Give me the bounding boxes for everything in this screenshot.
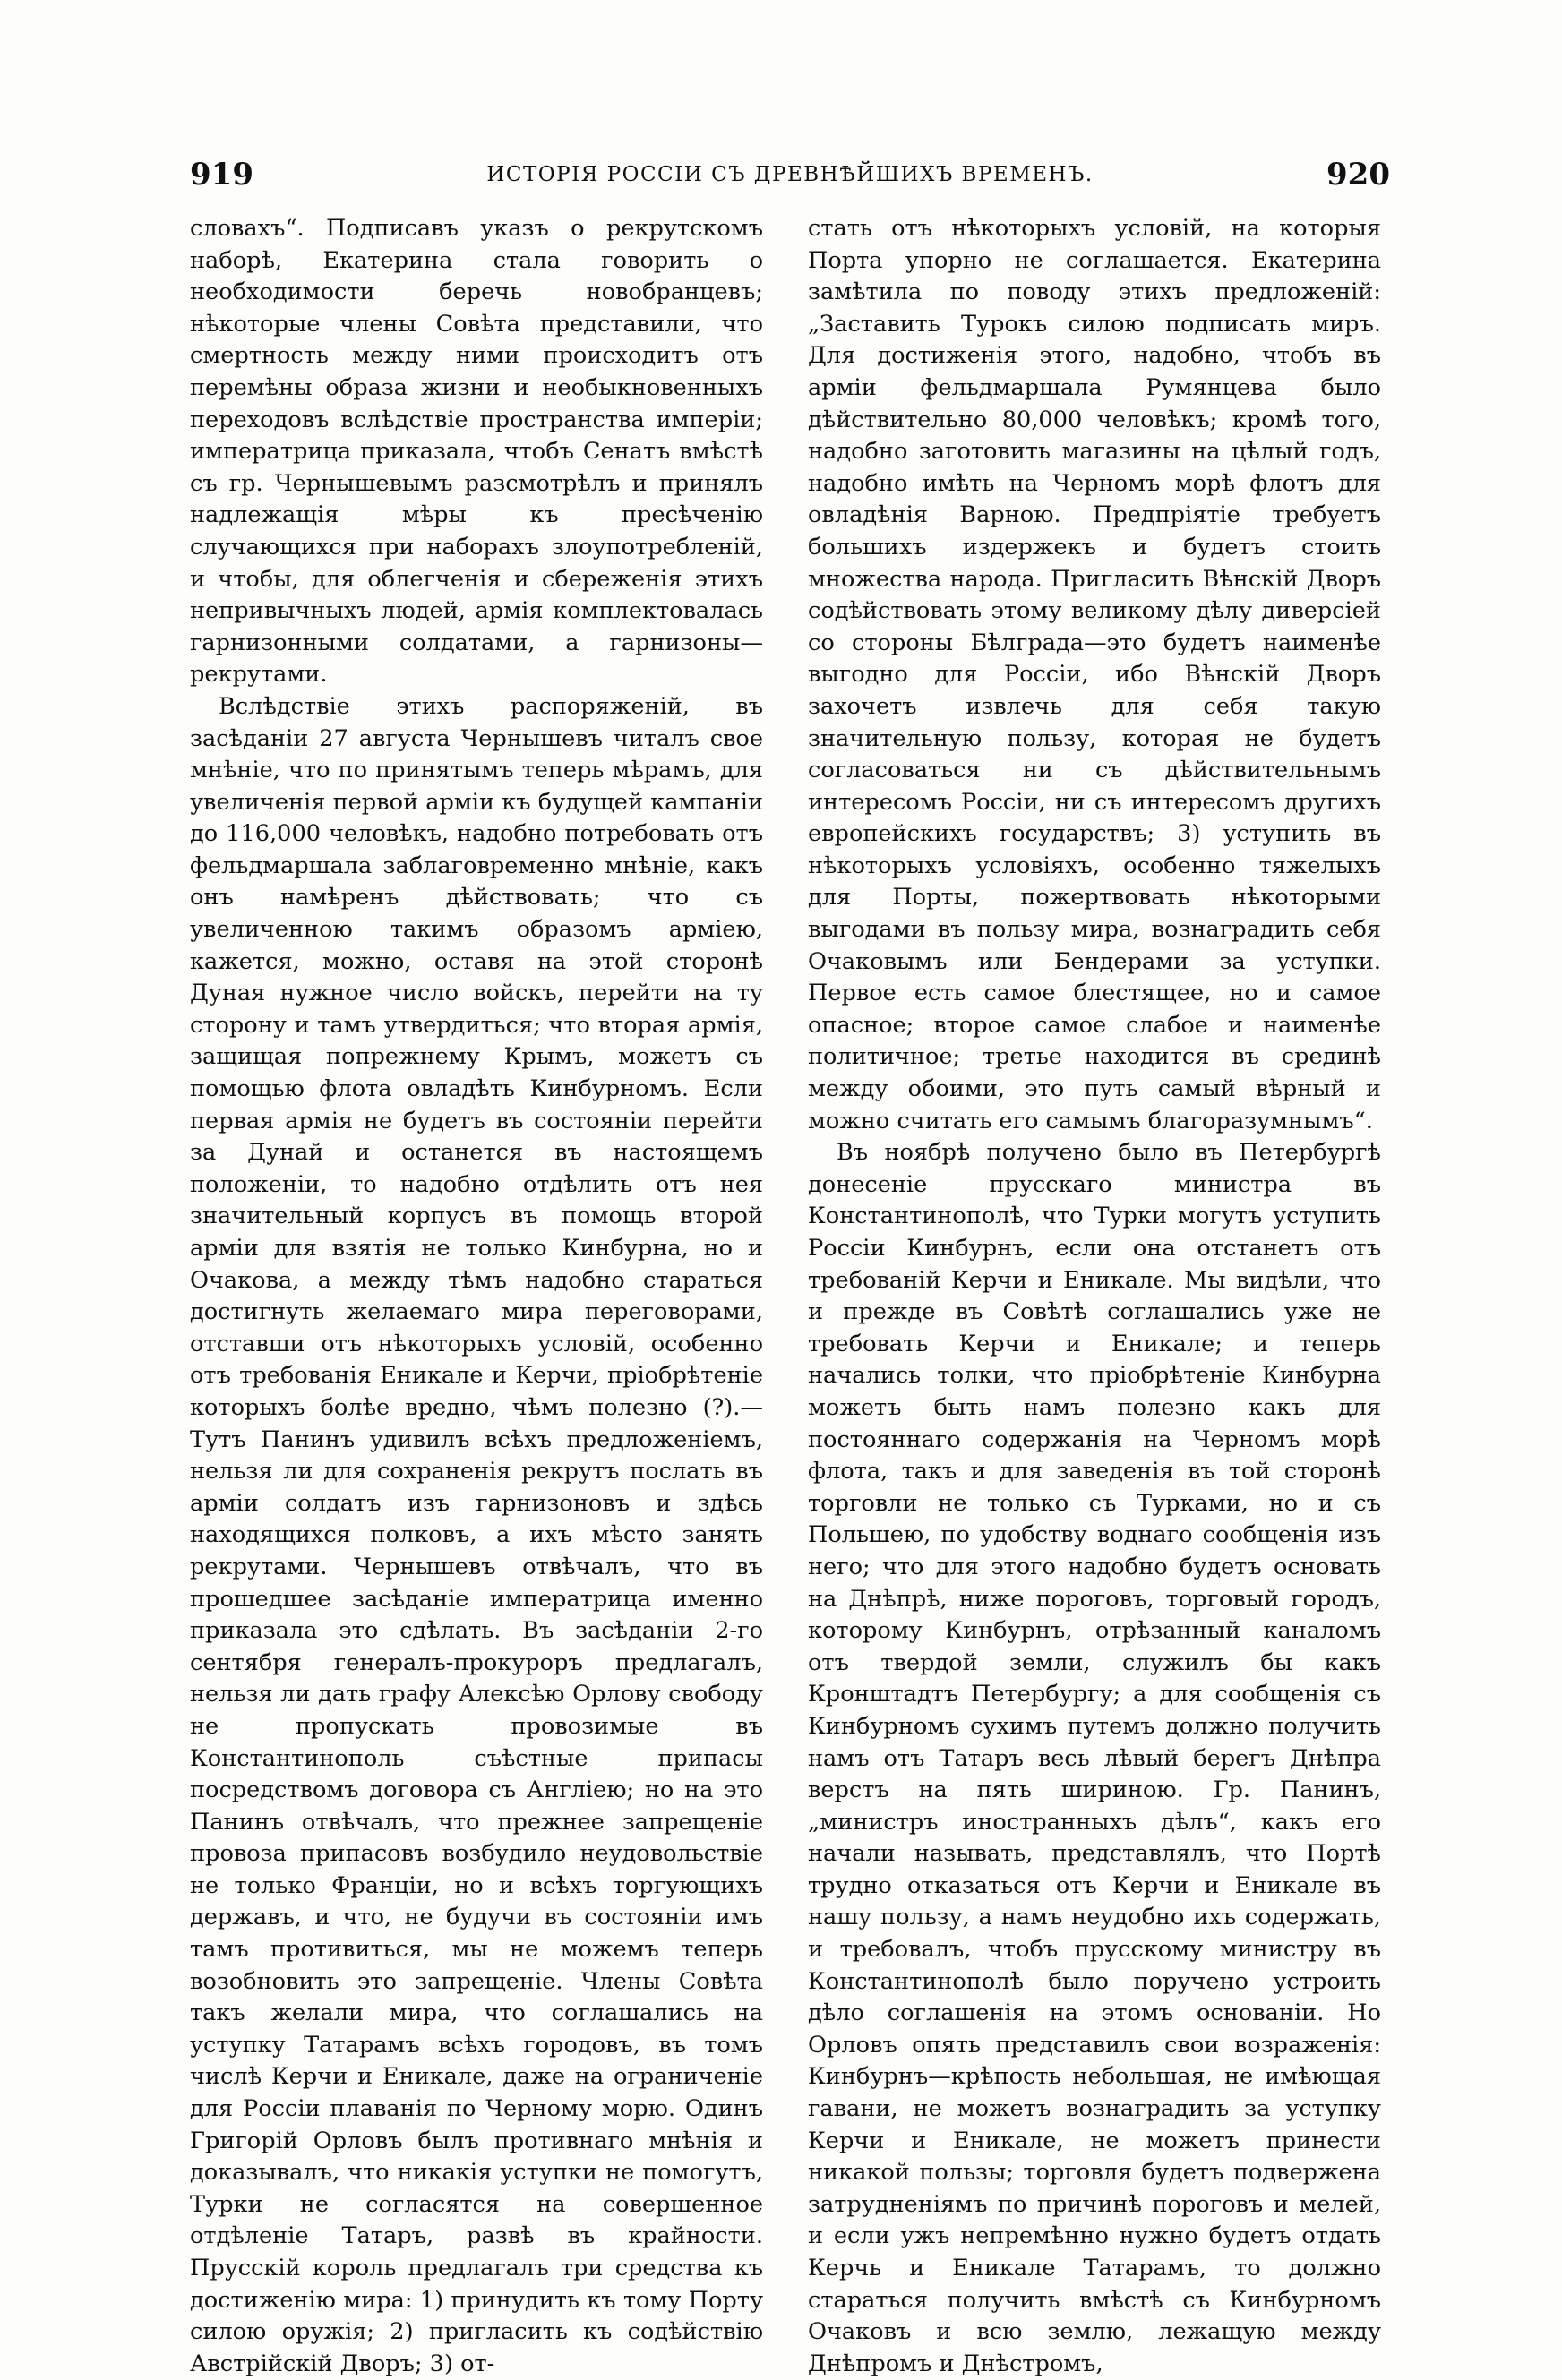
paragraph: Въ ноябрѣ получено было въ Петербургѣ донесеніе прусскаго министра въ Константинополѣ, что Турки могутъ уступить Россіи Кинбурнъ, если она отстанетъ отъ требованій Керчи и Еникале. Мы видѣли, что и прежде въ Совѣтѣ соглашались уже не требовать Керчи и Еникале; и теперь начались толки, что пріобрѣтеніе Кинбурна можетъ быть намъ полезно какъ для постояннаго содержанія на Черномъ морѣ флота, такъ и для заведенія въ той сторонѣ торговли не только съ Турками, но и съ Польшею, по удобству воднаго сообщенія изъ него; что для этого надобно будетъ основать на Днѣпрѣ, ниже пороговъ, торговый городъ, которому Кинбурнъ, отрѣзанный каналомъ отъ твердой земли, служилъ бы какъ Кронштадтъ Петербургу; а для сообщенія съ Кинбурномъ сухимъ путемъ должно получить намъ отъ Татаръ весь лѣвый берегъ Днѣпра верстъ на пять шириною. Гр. Панинъ, „министръ иностранныхъ дѣлъ“, какъ его начали называть, представлялъ, что Портѣ трудно отказаться отъ Керчи и Еникале въ нашу пользу, а намъ неудобно ихъ содержать, и требовалъ, чтобъ прусскому министру въ Константинополѣ было поручено устроить дѣло соглашенія на этомъ основаніи. Но Орловъ опять представилъ свои возраженія: Кинбурнъ—крѣпость небольшая, не имѣющая гавани, не можетъ вознаградить за уступку Керчи и Еникале, не можетъ принести никакой пользы; торговля будетъ подвержена затрудненіямъ по причинѣ пороговъ и мелей, и если ужъ непремѣнно нужно будетъ отдать Керчь и Еникале Татарамъ, то должно стараться получить вмѣстѣ съ Кинбурномъ Очаковъ и всю землю, лежащую между Днѣпромъ и Днѣстромъ,	[808, 1139, 1381, 2377]
right-column	[808, 213, 1381, 2377]
paragraph: словахъ“. Подписавъ указъ о рекрутскомъ наборѣ, Екатерина стала говорить о необходимости беречь новобранцевъ; нѣкоторые члены Совѣта представили, что смертность между ними происходитъ отъ перемѣны образа жизни и необыкновенныхъ переходовъ вслѣдствіе пространства имперіи; императрица приказала, чтобъ Сенатъ вмѣстѣ съ гр. Чернышевымъ разсмотрѣлъ и принялъ надлежащія мѣры къ пресѣченію случающихся при наборахъ злоупотребленій, и чтобы, для облегченія и сбереженія этихъ непривычныхъ людей, армія комплектовалась гарнизонными солдатами, а гарнизоны—рекрутами.	[190, 215, 763, 689]
page-number-right: 920	[1326, 157, 1390, 193]
left-column	[190, 213, 763, 2377]
page-number-left: 919	[190, 157, 253, 193]
paragraph: стать отъ нѣкоторыхъ условій, на которыя Порта упорно не соглашается. Екатерина замѣтила по поводу этихъ предложеній: „Заставить Турокъ силою подписать миръ. Для достиженія этого, надобно, чтобъ въ арміи фельдмаршала Румянцева было дѣйствительно 80,000 человѣкъ; кромѣ того, надобно заготовить магазины на цѣлый годъ, надобно имѣть на Черномъ морѣ флотъ для овладѣнія Варною. Предпріятіе требуетъ большихъ издержекъ и будетъ стоить множества народа. Пригласить Вѣнскій Дворъ содѣйствовать этому великому дѣлу диверсіей со стороны Бѣлграда—это будетъ наименѣе выгодно для Россіи, ибо Вѣнскій Дворъ захочетъ извлечь для себя такую значительную пользу, которая не будетъ согласоваться ни съ дѣйствительнымъ интересомъ Россіи, ни съ интересомъ другихъ европейскихъ государствъ; 3) уступить въ нѣкоторыхъ условіяхъ, особенно тяжелыхъ для Порты, пожертвовать нѣкоторыми выгодами въ пользу мира, вознаградить себя Очаковымъ или Бендерами за уступки. Первое есть самое блестящее, но и самое опасное; второе самое слабое и наименѣе политичное; третье находится въ срединѣ между обоими, это путь самый вѣрный и можно считать его самымъ благоразумнымъ“.	[808, 215, 1381, 1134]
page-header	[190, 152, 1390, 197]
running-title: ИСТОРІЯ РОССІИ СЪ ДРЕВНѢЙШИХЪ ВРЕМЕНЪ.	[486, 163, 1094, 186]
paragraph: Вслѣдствіе этихъ распоряженій, въ засѣданіи 27 августа Чернышевъ читалъ свое мнѣніе, что по принятымъ теперь мѣрамъ, для увеличенія первой арміи къ будущей кампаніи до 116,000 человѣкъ, надобно потребовать отъ фельдмаршала заблаговременно мнѣніе, какъ онъ намѣренъ дѣйствовать; что съ увеличенною такимъ образомъ арміею, кажется, можно, оставя на этой сторонѣ Дуная нужное число войскъ, перейти на ту сторону и тамъ утвердиться; что вторая армія, защищая попрежнему Крымъ, можетъ съ помощью флота овладѣть Кинбурномъ. Если первая армія не будетъ въ состояніи перейти за Дунай и останется въ настоящемъ положеніи, то надобно отдѣлить отъ нея значительный корпусъ въ помощь второй арміи для взятія не только Кинбурна, но и Очакова, а между тѣмъ надобно стараться достигнуть желаемаго мира переговорами, отставши отъ нѣкоторыхъ условій, особенно отъ требованія Еникале и Керчи, пріобрѣтеніе которыхъ болѣе вредно, чѣмъ полезно (?).—Тутъ Панинъ удивилъ всѣхъ предложеніемъ, нельзя ли для сохраненія рекрутъ послать въ арміи солдатъ изъ гарнизоновъ и здѣсь находящихся полковъ, а ихъ мѣсто занять рекрутами. Чернышевъ отвѣчалъ, что въ прошедшее засѣданіе императрица именно приказала это сдѣлать. Въ засѣданіи 2-го сентября генералъ-прокуроръ предлагалъ, нельзя ли дать графу Алексѣю Орлову свободу не пропускать провозимые въ Константинополь съѣстные припасы посредствомъ договора съ Англіею; но на это Панинъ отвѣчалъ, что прежнее запрещеніе провоза припасовъ возбудило неудовольствіе не только Франціи, но и всѣхъ торгующихъ державъ, и что, не будучи въ состояніи имъ тамъ противиться, мы не можемъ теперь возобновить это запрещеніе. Члены Совѣта такъ желали мира, что соглашались на уступку Татарамъ всѣхъ городовъ, въ томъ числѣ Керчи и Еникале, даже на ограниченіе для Россіи плаванія по Черному морю. Одинъ Григорій Орловъ былъ противнаго мнѣнія и доказывалъ, что никакія уступки не помогутъ, Турки не согласятся на совершенное отдѣленіе Татаръ, развѣ въ крайности. Прусскій король предлагалъ три средства къ достиженію мира: 1) принудить къ тому Порту силою оружія; 2) пригласить къ содѣйствію Австрійскій Дворъ; 3) от-	[190, 692, 763, 2377]
